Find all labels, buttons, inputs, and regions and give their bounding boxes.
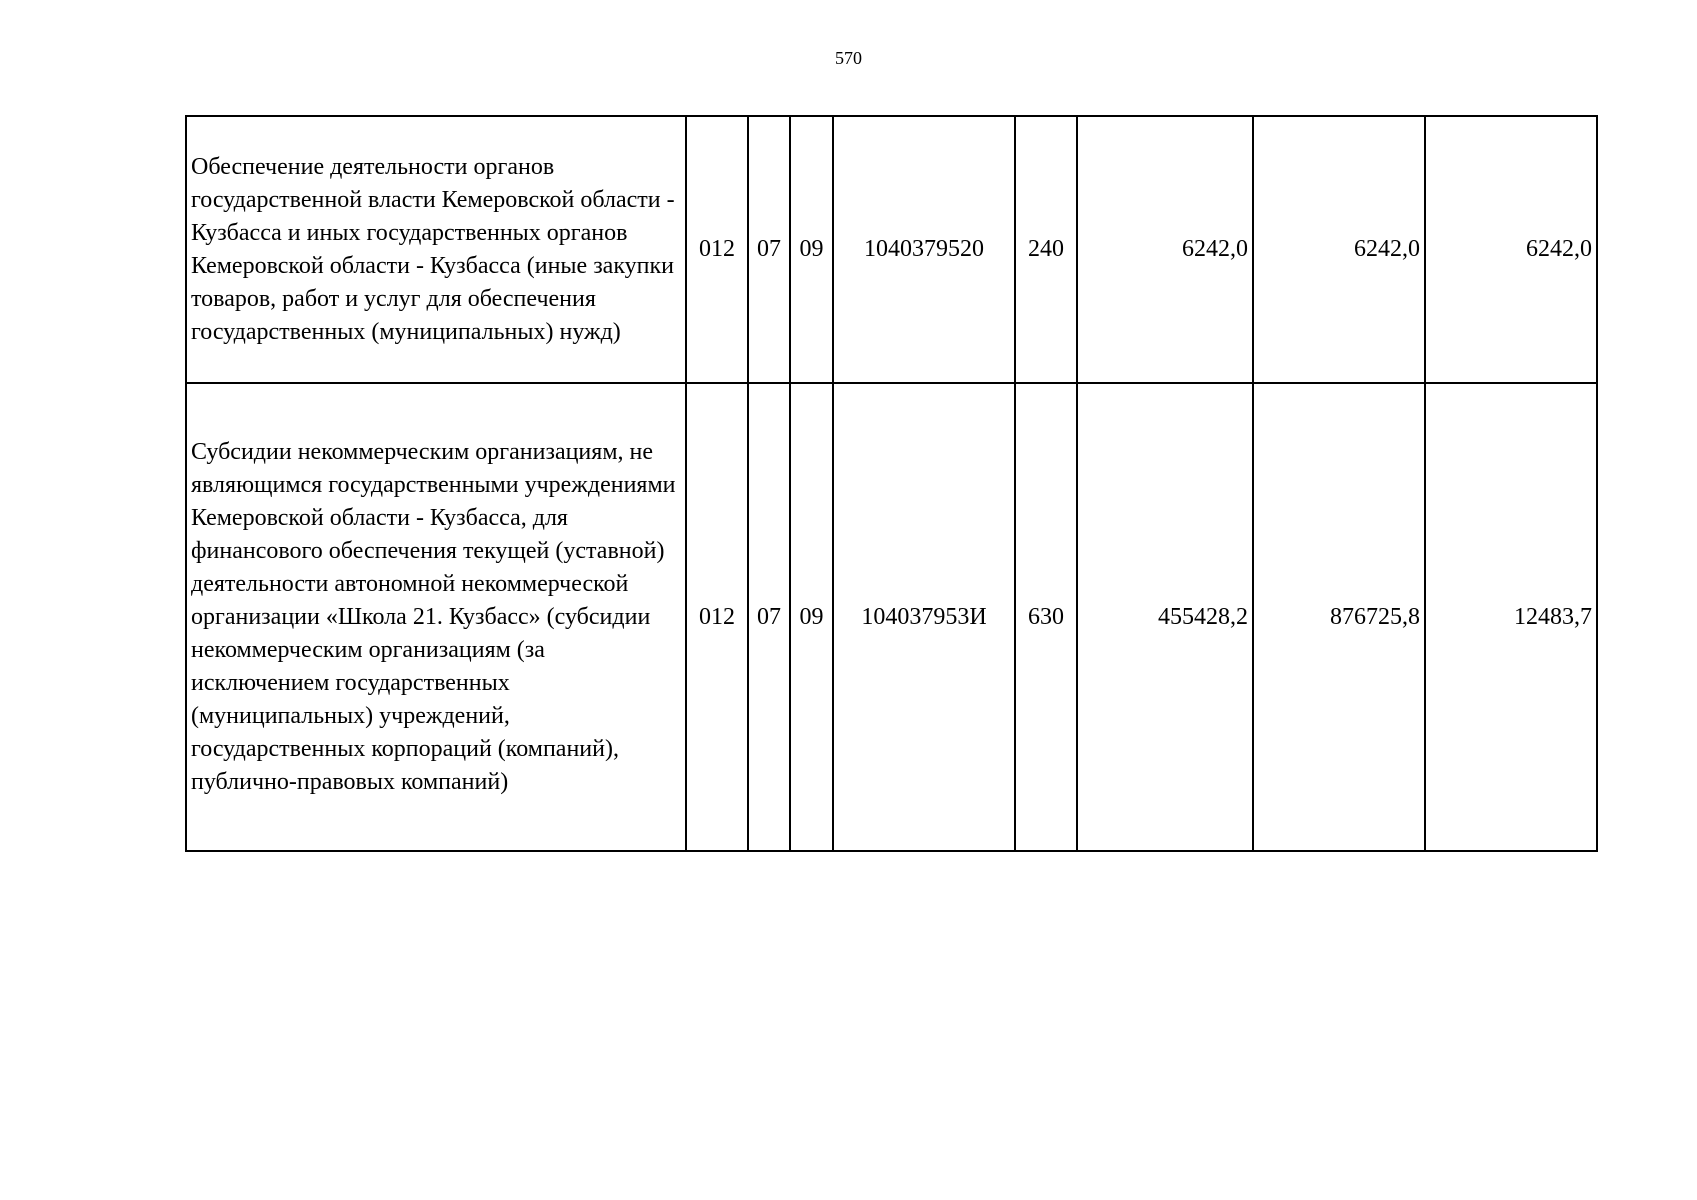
section-code: 07 bbox=[748, 116, 790, 383]
amount-year-2: 876725,8 bbox=[1253, 383, 1425, 851]
amount-year-1: 6242,0 bbox=[1077, 116, 1253, 383]
subsection-code: 09 bbox=[790, 383, 833, 851]
table-row bbox=[186, 116, 1597, 383]
target-article-code: 104037953И bbox=[833, 383, 1015, 851]
row-description: Обеспечение деятельности органов государственной власти Кемеровской области - Кузбасса и иных государственных органов Кемеровской области - Кузбасса (иные закупки товаров, работ и услуг для обеспечения государственных (муниципальных) нужд) bbox=[186, 116, 686, 383]
table-row bbox=[186, 383, 1597, 851]
page-number: 570 bbox=[835, 48, 862, 68]
subsection-code: 09 bbox=[790, 116, 833, 383]
budget-table bbox=[185, 115, 1598, 852]
amount-year-2: 6242,0 bbox=[1253, 116, 1425, 383]
ministry-code: 012 bbox=[686, 383, 748, 851]
target-article-code: 1040379520 bbox=[833, 116, 1015, 383]
amount-year-3: 12483,7 bbox=[1425, 383, 1597, 851]
section-code: 07 bbox=[748, 383, 790, 851]
amount-year-1: 455428,2 bbox=[1077, 383, 1253, 851]
ministry-code: 012 bbox=[686, 116, 748, 383]
row-description: Субсидии некоммерческим организациям, не являющимся государственными учреждениями Кемеровской области - Кузбасса, для финансового обеспечения текущей (уставной) деятельности автономной некоммерческой организации «Школа 21. Кузбасс» (субсидии некоммерческим организациям (за исключением государственных (муниципальных) учреждений, государственных корпораций (компаний), публично-правовых компаний) bbox=[186, 383, 686, 851]
amount-year-3: 6242,0 bbox=[1425, 116, 1597, 383]
expense-type-code: 240 bbox=[1015, 116, 1077, 383]
expense-type-code: 630 bbox=[1015, 383, 1077, 851]
